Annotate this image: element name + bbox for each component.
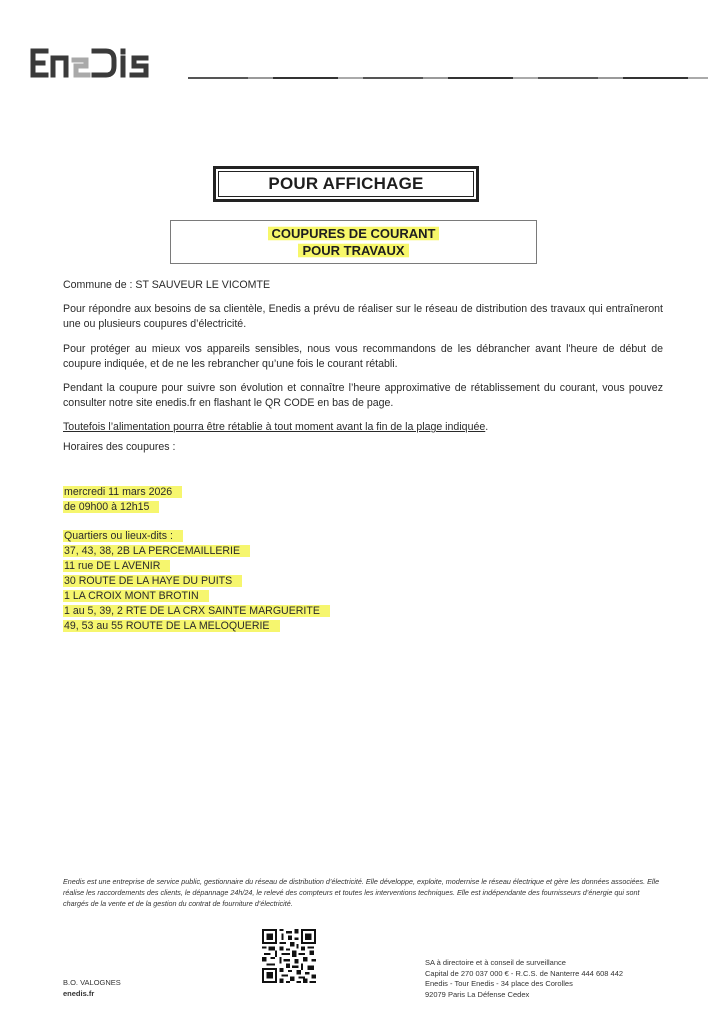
page-title: POUR AFFICHAGE <box>268 174 424 193</box>
subtitle-line-2: POUR TRAVAUX <box>298 242 408 259</box>
location-item: 49, 53 au 55 ROUTE DE LA MELOQUERIE <box>63 620 280 632</box>
location-item: 37, 43, 38, 2B LA PERCEMAILLERIE <box>63 545 250 557</box>
office-name: B.O. VALOGNES <box>63 978 121 987</box>
notice-paragraph <box>63 420 663 435</box>
schedule-time: de 09h00 à 12h15 <box>63 501 159 513</box>
location-item: 1 LA CROIX MONT BROTIN <box>63 590 209 602</box>
legal-info <box>425 958 623 1000</box>
notice-text: Toutefois l’alimentation pourra être rétablie à tout moment avant la fin de la plage indiquée <box>63 421 486 433</box>
location-item: 30 ROUTE DE LA HAYE DU PUITS <box>63 575 242 587</box>
header-rule <box>188 77 708 79</box>
location-item: 11 rue DE L AVENIR <box>63 560 170 572</box>
schedule-date: mercredi 11 mars 2026 <box>63 486 182 498</box>
legal-line: Capital de 270 037 000 € - R.C.S. de Nanterre 444 608 442 <box>425 968 624 978</box>
schedule-label: Horaires des coupures : <box>63 441 176 453</box>
tracking-paragraph: Pendant la coupure pour suivre son évolution et connaître l’heure approximative de rétablissement du courant, vous pouvez consulter notre site enedis.fr en flashant le QR CODE en bas de page. <box>63 382 663 409</box>
notice-period: . <box>485 421 489 433</box>
protection-paragraph: Pour protéger au mieux vos appareils sensibles, nous vous recommandons de les débrancher avant l'heure de début de coupure indiquée, et de ne les rebrancher qu’une fois le courant rétabli. <box>63 343 663 370</box>
legal-line: Enedis - Tour Enedis - 34 place des Corolles <box>425 979 573 988</box>
office-block <box>63 977 121 999</box>
schedule-block <box>63 485 182 515</box>
title-box <box>213 166 479 202</box>
location-item: 1 au 5, 39, 2 RTE DE LA CRX SAINTE MARGUERITE <box>63 605 330 617</box>
subtitle-box <box>170 220 537 264</box>
commune-line: Commune de : ST SAUVEUR LE VICOMTE <box>63 279 271 291</box>
subtitle-line-1: COUPURES DE COURANT <box>268 225 440 242</box>
intro-paragraph: Pour répondre aux besoins de sa clientèle, Enedis a prévu de réaliser sur le réseau de distribution des travaux qui entraîneront une ou plusieurs coupures d’électricité. <box>63 303 663 330</box>
legal-line: SA à directoire et à conseil de surveillance <box>425 958 566 967</box>
enedis-logo <box>28 46 188 80</box>
qr-code-icon[interactable] <box>262 928 316 984</box>
legal-line: 92079 Paris La Défense Cedex <box>425 989 530 999</box>
website-link[interactable]: enedis.fr <box>63 989 95 998</box>
locations-label: Quartiers ou lieux-dits : <box>63 530 183 542</box>
locations-list <box>63 529 330 634</box>
company-description: Enedis est une entreprise de service public, gestionnaire du réseau de distribution d’électricité. Elle développe, exploite, modernise le réseau électrique et gère les données associées. Elle réalise les raccordements des clients, le dépannage 24h/24, le relevé des compteurs et toutes les interventions techniques. Elle est indépendante des fournisseurs d’énergie qui sont chargés de la vente et de la gestion du contrat de fourniture d’électricité. <box>63 877 660 908</box>
